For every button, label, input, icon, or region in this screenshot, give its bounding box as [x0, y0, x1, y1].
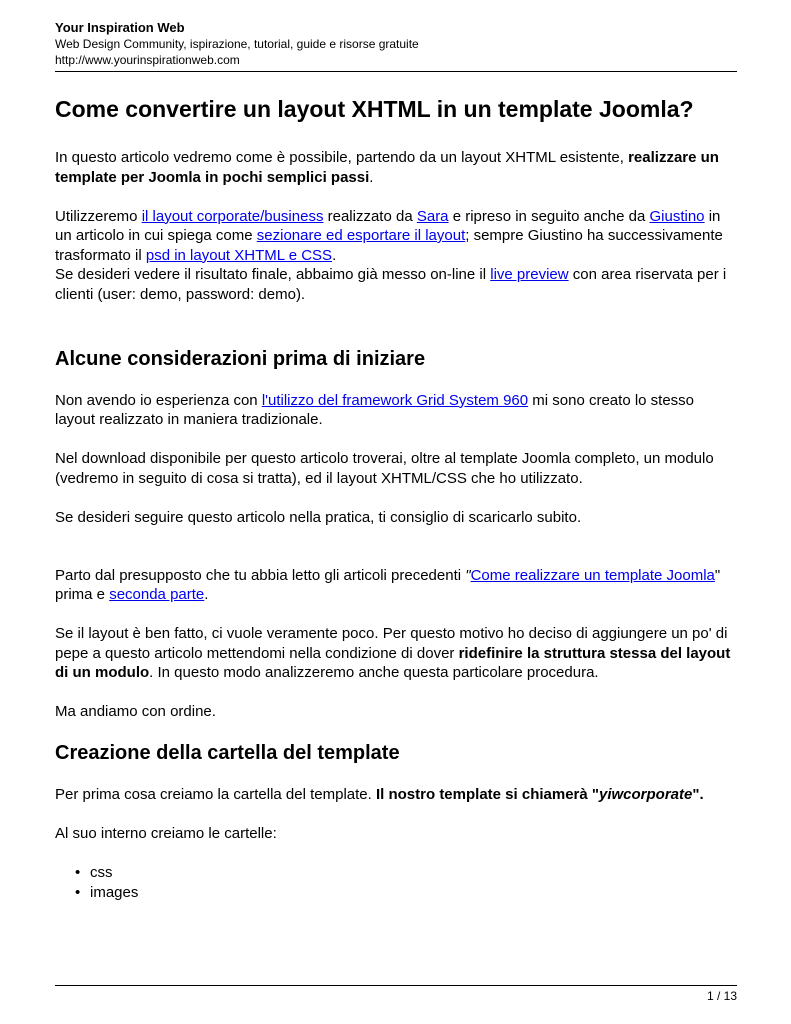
link-grid-system[interactable]: l'utilizzo del framework Grid System 960: [261, 391, 529, 409]
heading-cartella: Creazione della cartella del template: [55, 742, 400, 764]
text: Parto dal presupposto che tu abbia letto gli articoli precedenti: [55, 566, 466, 584]
link-realizzare-template[interactable]: Come realizzare un template Joomla: [470, 566, 715, 584]
grid-paragraph: [55, 391, 737, 430]
text: " prima e: [55, 566, 721, 603]
text: .: [204, 586, 209, 603]
bullet: •: [75, 864, 81, 881]
text: Per prima cosa creiamo la cartella del template.: [55, 786, 376, 803]
folder-name: css: [90, 864, 113, 881]
page-number: 1 / 13: [706, 989, 737, 1003]
download-paragraph: Nel download disponibile per questo articolo troverai, oltre al template Joomla completo, un modulo (vedremo in seguito di cosa si tratta), ed il layout XHTML/CSS che ho utilizzato.: [55, 450, 714, 487]
subfolders-paragraph: Al suo interno creiamo le cartelle:: [55, 825, 277, 842]
text: Se il layout è ben fatto, ci vuole veramente poco. Per questo motivo ho deciso di aggiungere un po' di pepe a questo articolo mettendomi nella condizione di dover: [55, 625, 728, 662]
text: .: [332, 246, 337, 264]
link-giustino[interactable]: Giustino: [649, 207, 705, 225]
folder-paragraph: [55, 785, 737, 805]
link-psd-xhtml[interactable]: psd in layout XHTML e CSS: [145, 246, 333, 264]
header-divider: [55, 71, 737, 72]
link-live-preview[interactable]: live preview: [490, 266, 569, 283]
link-seconda-parte[interactable]: seconda parte: [109, 586, 205, 603]
text: con area riservata per i clienti (user: demo, password: demo).: [55, 266, 727, 303]
site-title: Your Inspiration Web: [55, 20, 185, 35]
site-header: [55, 19, 737, 68]
text: e ripreso in seguito anche da: [448, 207, 650, 225]
link-layout-corporate[interactable]: il layout corporate/business: [141, 207, 324, 225]
text: Non avendo io esperienza con: [55, 391, 262, 409]
footer-divider: [55, 985, 737, 986]
folder-list: [55, 863, 737, 902]
text: . In questo modo analizzeremo anche questa particolare procedura.: [149, 664, 599, 681]
text: Utilizzeremo: [55, 207, 142, 225]
site-subtitle: Web Design Community, ispirazione, tutorial, guide e risorse gratuite: [55, 37, 419, 51]
bold-text: ridefinire la struttura stessa del layout di un modulo: [55, 644, 731, 681]
list-item: [75, 863, 737, 883]
bullet: •: [75, 883, 81, 901]
list-item: [75, 883, 737, 903]
text: In questo articolo vedremo come è possibile, partendo da un layout XHTML esistente,: [55, 149, 629, 166]
text: Se desideri vedere il risultato finale, abbaimo già messo on-line il: [55, 266, 491, 283]
order-paragraph: Ma andiamo con ordine.: [55, 703, 216, 720]
text: ; sempre Giustino ha successivamente trasformato il: [55, 227, 723, 264]
text: in un articolo in cui spiega come: [55, 207, 721, 244]
link-sezionare-layout[interactable]: sezionare ed esportare il layout: [256, 227, 466, 244]
heading-considerazioni: Alcune considerazioni prima di iniziare: [55, 347, 426, 370]
bold-text: realizzare un template per Joomla in pochi semplici passi: [55, 149, 719, 186]
article-title: Come convertire un layout XHTML in un template Joomla?: [55, 96, 694, 122]
text: .: [369, 168, 374, 186]
folder-name: images: [90, 883, 139, 901]
text: realizzato da: [323, 207, 417, 225]
practice-paragraph: Se desideri seguire questo articolo nella pratica, ti consiglio di scaricarlo subito.: [55, 508, 582, 526]
intro-paragraph: [55, 148, 737, 187]
module-paragraph: [55, 624, 737, 683]
template-name: yiwcorporate: [599, 786, 693, 803]
quote: ": [465, 566, 471, 584]
site-url: http://www.yourinspirationweb.com: [55, 53, 240, 67]
article-body: [55, 95, 737, 902]
sources-paragraph: [55, 207, 737, 305]
text: mi sono creato lo stesso layout realizzato in maniera tradizionale.: [55, 391, 695, 428]
previous-articles-paragraph: [55, 566, 737, 605]
link-sara[interactable]: Sara: [416, 207, 449, 225]
bold-text: Il nostro template si chiamerà "yiwcorporate".: [375, 786, 704, 803]
